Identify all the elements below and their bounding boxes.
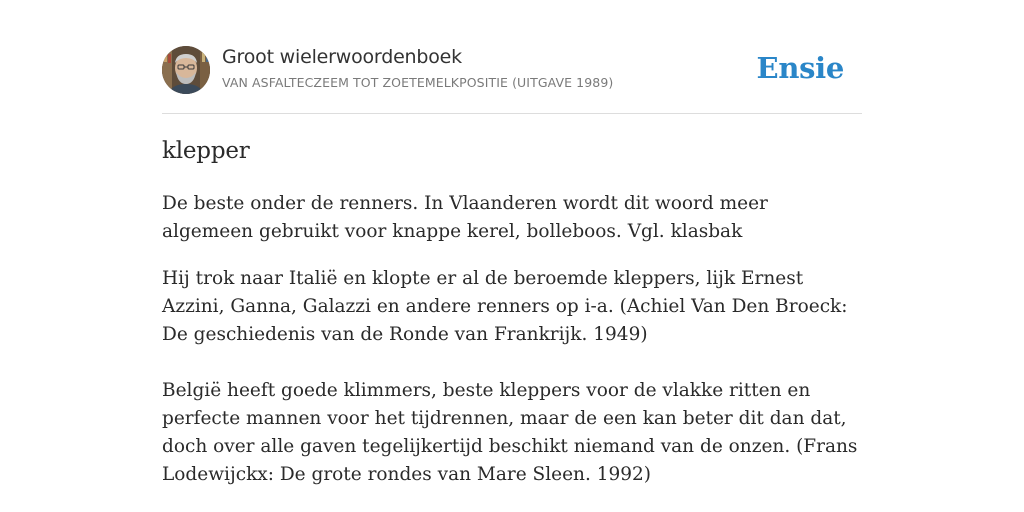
entry-quote: België heeft goede klimmers, beste kleppers voor de vlakke ritten en perfecte mannen voor het tijdrennen, maar de een kan beter dit dan dat, doch over alle gaven tegelijkertijd beschikt niemand van de onzen. (Frans Lodewijckx: De grote rondes van Mare Sleen. 1992) [162,380,858,485]
entry-card [162,0,862,485]
author-avatar[interactable] [162,46,210,94]
author-portrait-icon [162,46,210,94]
dictionary-title[interactable]: Groot wielerwoordenboek [222,46,462,68]
dictionary-subtitle: VAN ASFALTECZEEM TOT ZOETEMELKPOSITIE (UITGAVE 1989) [222,75,614,90]
entry-quote: Hij trok naar Italië en klopte er al de beroemde kleppers, lijk Ernest Azzini, Ganna, Galazzi en andere renners op i-a. (Achiel Van Den Broeck: De geschiedenis van de Ronde van Frankrijk. 1949) [162,268,848,345]
ensie-logo-link[interactable]: Ensie [756,51,844,85]
source-header [162,0,862,114]
entry-headword: klepper [162,138,250,164]
entry-definition: De beste onder de renners. In Vlaanderen wordt dit woord meer algemeen gebruikt voor knappe kerel, bolleboos. Vgl. klasbak [162,193,768,242]
